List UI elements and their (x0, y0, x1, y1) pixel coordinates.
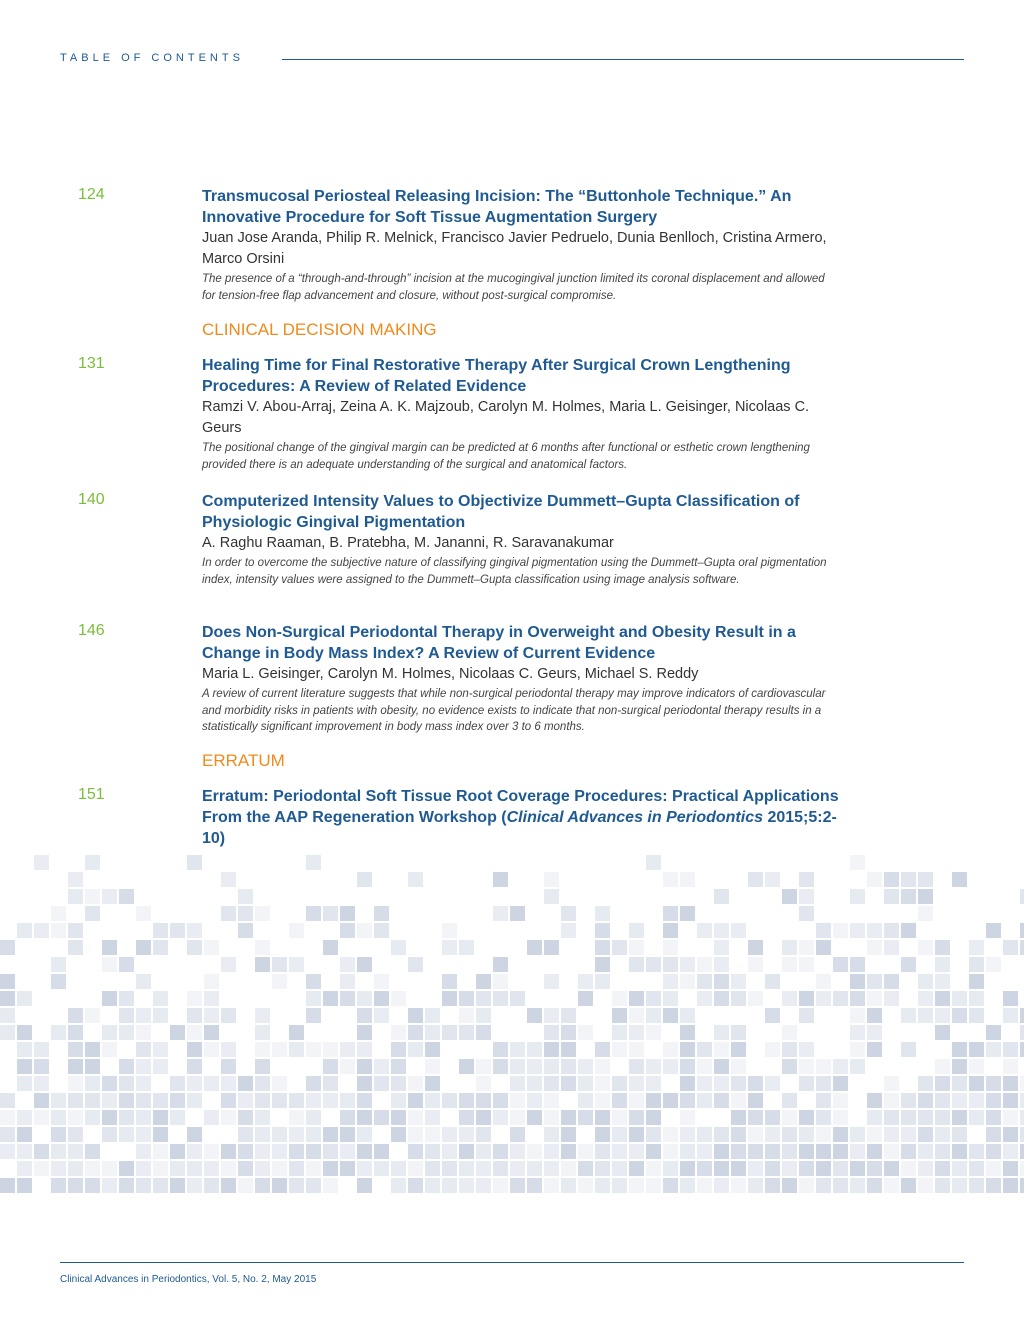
entry-title[interactable]: Healing Time for Final Restorative Therapy After Surgical Crown Lengthening Procedures: A Review of Related Evidence (202, 357, 791, 395)
section-heading-clinical: CLINICAL DECISION MAKING (202, 320, 437, 339)
entry-body (202, 491, 842, 588)
decorative-mosaic (0, 855, 1024, 1215)
page-footer (60, 1262, 964, 1285)
footer-rule (60, 1262, 964, 1263)
entry-abstract: The presence of a “through-and-through” incision at the mucogingival junction limited its coronal displacement and allowed for tension-free flap advancement and closure, without post-surgical compromise. (202, 273, 825, 302)
page-number: 124 (78, 186, 105, 203)
section-heading-erratum: ERRATUM (202, 751, 285, 770)
page-header (60, 52, 964, 68)
erratum-title-part1: Erratum: Periodontal Soft Tissue Root Coverage Procedures: Practical Applications From the AAP Regeneration Workshop ( (202, 788, 839, 826)
entry-title[interactable]: Does Non-Surgical Periodontal Therapy in Overweight and Obesity Result in a Change in Body Mass Index? A Review of Current Evidence (202, 624, 796, 662)
page-number: 151 (78, 786, 105, 803)
entry-body (202, 622, 842, 736)
entry-abstract: In order to overcome the subjective nature of classifying gingival pigmentation using the Dummett–Gupta oral pigmentation index, intensity values were assigned to the Dummett–Gupta classification using image analysis software. (202, 557, 827, 586)
entry-body (202, 186, 842, 304)
header-rule (282, 59, 964, 60)
erratum-title-part2: 2015;5:2-10) (202, 809, 837, 847)
entry-body (202, 786, 842, 849)
footer-citation: Clinical Advances in Periodontics, Vol. 5, No. 2, May 2015 (60, 1274, 317, 1285)
page-number: 146 (78, 622, 105, 639)
entry-abstract: A review of current literature suggests that while non-surgical periodontal therapy may improve indicators of cardiovascular and morbidity risks in patients with obesity, no evidence exists to indicate that non-surgical periodontal therapy results in a statistically significant improvement in body mass index over 3 to 6 months. (202, 688, 826, 733)
entry-body (202, 355, 842, 473)
erratum-journal-name: Clinical Advances in Periodontics (506, 809, 763, 826)
header-title: TABLE OF CONTENTS (60, 52, 244, 64)
entry-authors: Maria L. Geisinger, Carolyn M. Holmes, Nicolaas C. Geurs, Michael S. Reddy (202, 666, 699, 682)
page-number: 140 (78, 491, 105, 508)
entry-authors: A. Raghu Raaman, B. Pratebha, M. Jananni, R. Saravanakumar (202, 535, 614, 551)
entry-abstract: The positional change of the gingival margin can be predicted at 6 months after functional or esthetic crown lengthening provided there is an adequate understanding of the surgical and anatomical factors. (202, 442, 810, 471)
entry-title[interactable]: Computerized Intensity Values to Objectivize Dummett–Gupta Classification of Physiologic Gingival Pigmentation (202, 493, 800, 531)
entry-title[interactable] (202, 786, 842, 849)
entry-authors: Juan Jose Aranda, Philip R. Melnick, Francisco Javier Pedruelo, Dunia Benlloch, Cristina Armero, Marco Orsini (202, 230, 827, 267)
entry-title[interactable]: Transmucosal Periosteal Releasing Incision: The “Buttonhole Technique.” An Innovative Procedure for Soft Tissue Augmentation Surgery (202, 188, 792, 226)
page-number: 131 (78, 355, 105, 372)
entry-authors: Ramzi V. Abou-Arraj, Zeina A. K. Majzoub, Carolyn M. Holmes, Maria L. Geisinger, Nicolaas C. Geurs (202, 399, 810, 436)
